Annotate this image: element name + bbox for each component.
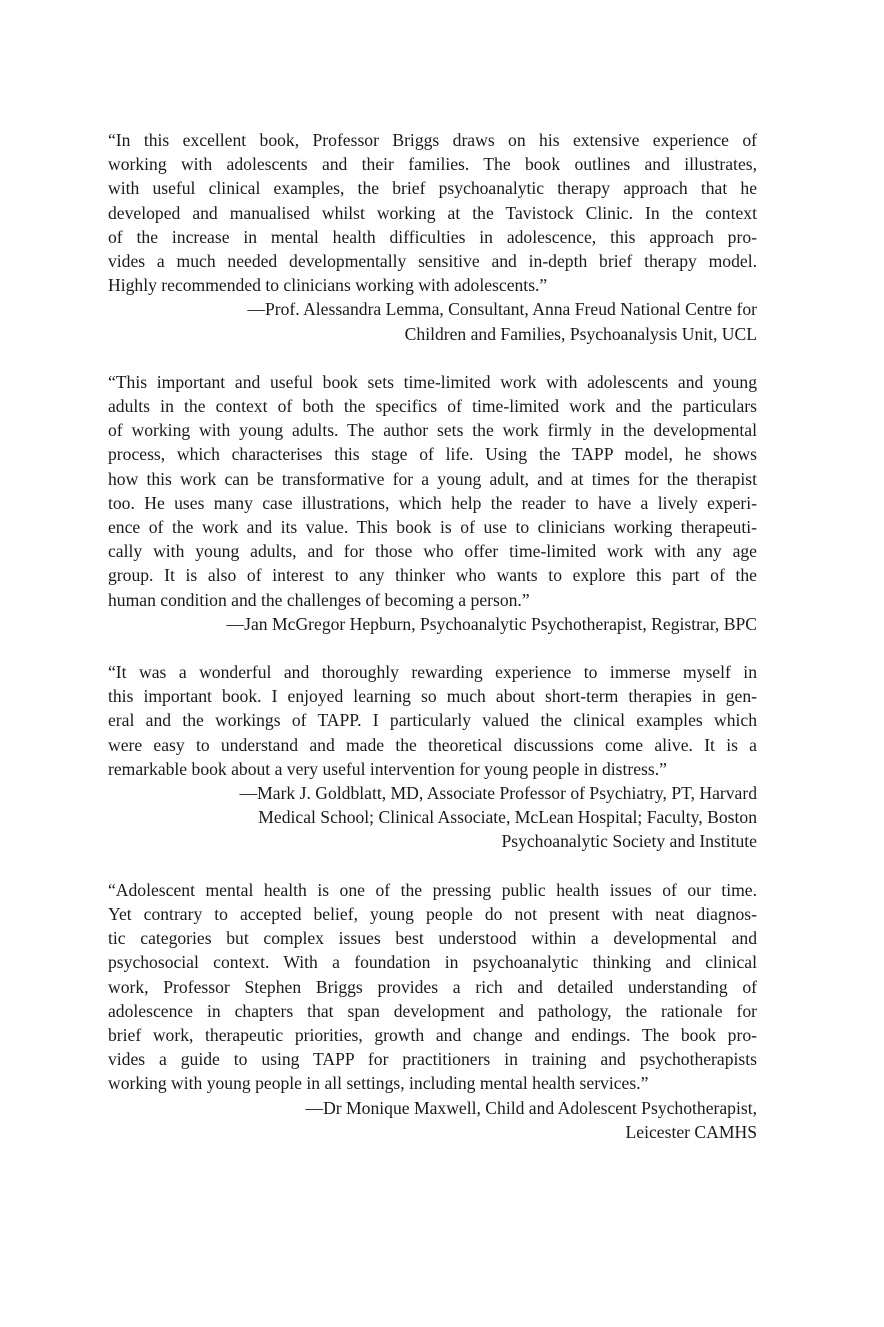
endorsement-4: [108, 878, 757, 1144]
quote-line: “It was a wonderful and thoroughly rewarding experience to immerse myself in: [108, 662, 757, 683]
endorsements-section: [108, 128, 757, 1168]
quote-line: “In this excellent book, Professor Briggs draws on his extensive experience of: [108, 130, 757, 150]
quote-line: ence of the work and its value. This book is of use to clinicians working therapeuti-: [108, 517, 757, 538]
quote-line: too. He uses many case illustrations, which help the reader to have a lively experi-: [108, 492, 757, 513]
quote-line: vides a guide to using TAPP for practitioners in training and psychotherapists: [108, 1049, 757, 1070]
endorsement-3: [108, 660, 757, 854]
quote-line: eral and the workings of TAPP. I particularly valued the clinical examples which: [108, 710, 757, 731]
endorsement-2: [108, 370, 757, 636]
quote-line: how this work can be transformative for a young adult, and at times for the therapist: [108, 468, 757, 489]
quote-line: working with young people in all settings, including mental health services.”: [108, 1073, 649, 1094]
endorsement-attribution: [108, 297, 757, 345]
quote-line: of the increase in mental health difficulties in adolescence, this approach pro-: [108, 226, 757, 247]
attribution-line: Psychoanalytic Society and Institute: [501, 831, 757, 852]
endorsement-quote: [108, 128, 757, 297]
quote-line: brief work, therapeutic priorities, growth and change and endings. The book pro-: [108, 1024, 757, 1045]
attribution-line: Leicester CAMHS: [625, 1121, 757, 1142]
attribution-line: —Jan McGregor Hepburn, Psychoanalytic Psychotherapist, Registrar, BPC: [226, 613, 757, 634]
quote-line: cally with young adults, and for those who offer time-limited work with any age: [108, 541, 757, 562]
quote-line: adolescence in chapters that span development and pathology, the rationale for: [108, 1000, 757, 1021]
endorsement-attribution: [108, 1096, 757, 1144]
quote-line: human condition and the challenges of becoming a person.”: [108, 589, 530, 610]
quote-line: developed and manualised whilst working at the Tavistock Clinic. In the context: [108, 202, 757, 223]
quote-line: working with adolescents and their families. The book outlines and illustrates,: [108, 154, 757, 175]
attribution-line: —Dr Monique Maxwell, Child and Adolescent Psychotherapist,: [305, 1097, 757, 1118]
quote-line: adults in the context of both the specifics of time-limited work and the particulars: [108, 396, 757, 417]
endorsement-attribution: [108, 781, 757, 854]
quote-line: process, which characterises this stage of life. Using the TAPP model, he shows: [108, 444, 757, 465]
attribution-line: Medical School; Clinical Associate, McLean Hospital; Faculty, Boston: [258, 807, 757, 828]
endorsement-quote: [108, 878, 757, 1096]
endorsement-attribution: [108, 612, 757, 636]
attribution-line: Children and Families, Psychoanalysis Unit, UCL: [404, 323, 757, 344]
quote-line: of working with young adults. The author sets the work firmly in the developmental: [108, 420, 757, 441]
quote-line: “Adolescent mental health is one of the pressing public health issues of our time.: [108, 879, 757, 900]
quote-line: work, Professor Stephen Briggs provides a rich and detailed understanding of: [108, 976, 757, 997]
quote-line: tic categories but complex issues best understood within a developmental and: [108, 928, 757, 949]
quote-line: Yet contrary to accepted belief, young people do not present with neat diagnos-: [108, 903, 757, 924]
endorsement-quote: [108, 660, 757, 781]
quote-line: this important book. I enjoyed learning so much about short-term therapies in gen-: [108, 686, 757, 707]
quote-line: remarkable book about a very useful intervention for young people in distress.”: [108, 758, 667, 779]
quote-line: group. It is also of interest to any thinker who wants to explore this part of the: [108, 565, 757, 586]
quote-line: with useful clinical examples, the brief psychoanalytic therapy approach that he: [108, 178, 757, 199]
quote-line: “This important and useful book sets time-limited work with adolescents and young: [108, 371, 757, 392]
quote-line: vides a much needed developmentally sensitive and in-depth brief therapy model.: [108, 251, 757, 272]
endorsement-1: [108, 128, 757, 346]
attribution-line: —Mark J. Goldblatt, MD, Associate Professor of Psychiatry, PT, Harvard: [239, 783, 757, 804]
attribution-line: —Prof. Alessandra Lemma, Consultant, Anna Freud National Centre for: [247, 299, 757, 320]
quote-line: Highly recommended to clinicians working with adolescents.”: [108, 275, 548, 296]
quote-line: psychosocial context. With a foundation in psychoanalytic thinking and clinical: [108, 952, 757, 973]
quote-line: were easy to understand and made the theoretical discussions come alive. It is a: [108, 734, 757, 755]
endorsement-quote: [108, 370, 757, 612]
